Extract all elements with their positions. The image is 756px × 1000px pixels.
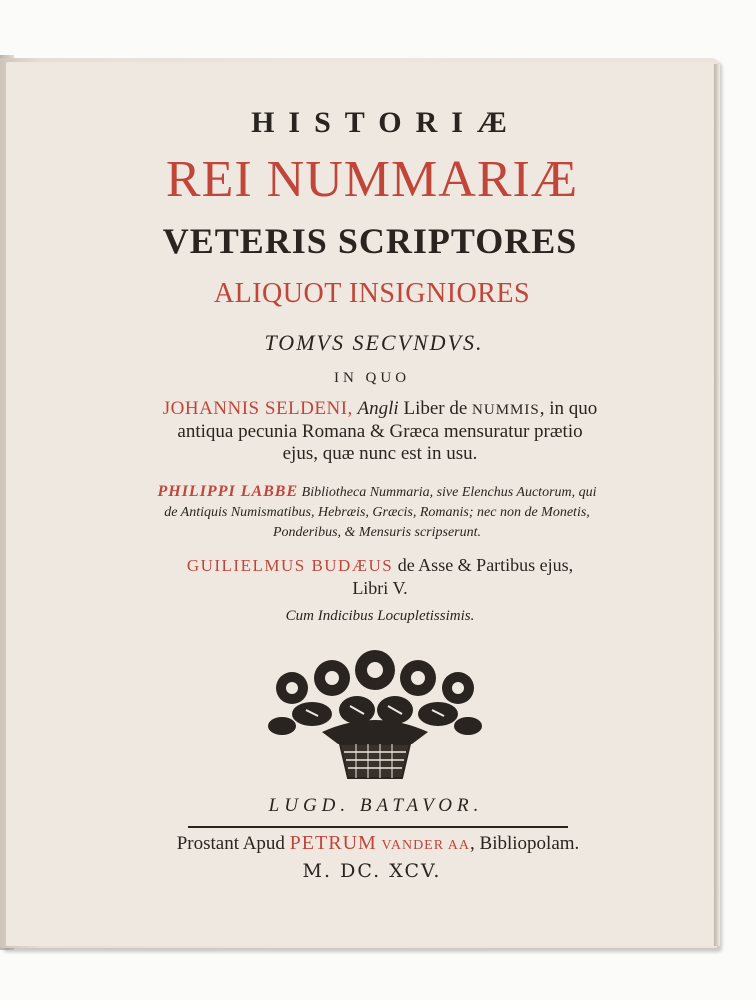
budaeus-text2: Libri V. [352,578,408,598]
publisher-name2: VANDER AA [381,838,471,853]
indices-line: Cum Indicibus Locupletissimis. [285,608,475,624]
selden-angli: Angli [357,398,399,419]
selden-nummis: NUMMIS [472,402,540,418]
labbe-text2: de Antiquis Numismatibus, Hebræis, Græcis, Romanis; nec non de Monetis, [164,505,590,520]
volume-line: TOMVS SECVNDVS. [264,330,484,355]
imprint-place: LUGD. BATAVOR. [268,795,484,816]
in-quo-line: IN QUO [333,370,411,386]
labbe-entry [92,482,662,543]
selden-text1: Liber de [398,398,473,419]
title-line-3: VETERIS SCRIPTORES [162,221,578,261]
budaeus-text1: de Asse & Partibus ejus, [393,555,574,575]
publisher-suffix: , Bibliopolam. [470,833,580,854]
labbe-text1: Bibliotheca Nummaria, sive Elenchus Auctorum, qui [298,485,597,500]
publisher-line [92,832,664,855]
title-line-4: ALIQUOT INSIGNIORES [213,278,531,309]
title-line-1: HISTORIÆ [251,106,521,139]
labbe-name: PHILIPPI LABBE [157,483,299,500]
title-line-2: REI NUMMARIÆ [165,151,579,208]
budaeus-entry [100,554,660,599]
publication-year: M. DC. XCV. [302,860,442,882]
selden-name: JOHANNIS SELDENI, [162,398,353,419]
selden-line2: antiqua pecunia Romana & Græca mensuratur prætio [177,421,583,442]
budaeus-name: GUILIELMUS BUDÆUS [186,556,394,575]
publisher-name: PETRUM [289,832,377,854]
selden-line3: ejus, quæ nunc est in usu. [282,443,478,464]
selden-text2: , in quo [539,398,598,419]
imprint-rule [188,826,568,828]
labbe-text3: Ponderibus, & Mensuris scripserunt. [272,525,482,540]
selden-entry [100,398,660,465]
publisher-prefix: Prostant Apud [176,833,290,854]
flower-basket-icon [262,648,488,784]
